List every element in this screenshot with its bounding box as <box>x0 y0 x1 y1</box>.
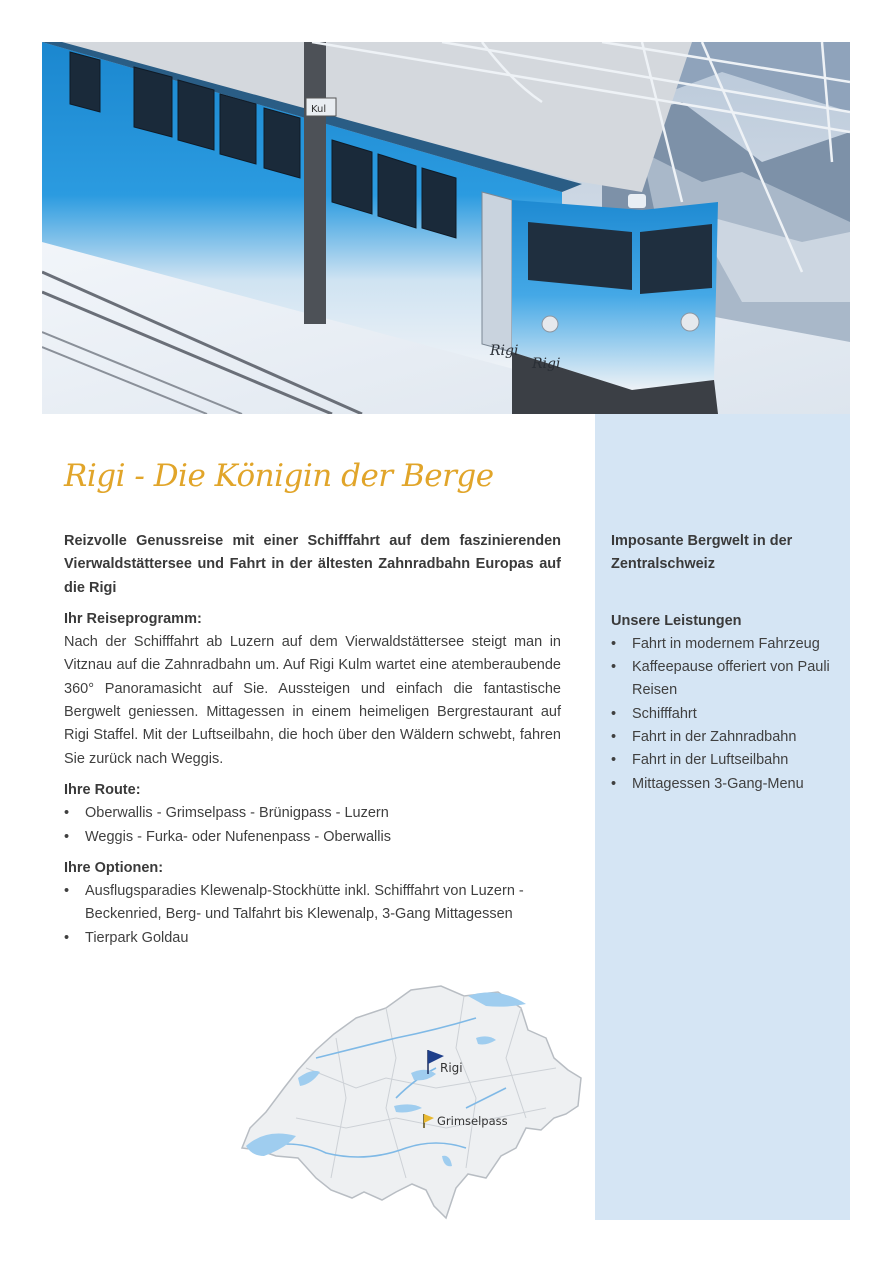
list-item: • Fahrt in der Zahnradbahn <box>611 726 836 749</box>
switzerland-map <box>236 978 586 1224</box>
options-list <box>64 880 561 950</box>
lead-paragraph: Reizvolle Genussreise mit einer Schifffahrt auf dem faszinierenden Vierwaldstättersee und Fahrt in der ältesten Zahnradbahn Europas auf die Rigi <box>64 533 561 596</box>
page-title: Rigi - Die Königin der Berge <box>64 458 494 494</box>
list-item: • Fahrt in der Luftseilbahn <box>611 749 836 772</box>
list-item: • Ausflugsparadies Klewenalp-Stockhütte inkl. Schifffahrt von Luzern - Beckenried, Berg- und Talfahrt bis Klewenalp, 3-Gang Mittagessen <box>64 880 561 927</box>
program-text: Nach der Schifffahrt ab Luzern auf dem Vierwaldstättersee steigt man in Vitznau auf die Zahnradbahn um. Auf Rigi Kulm wartet eine atemberaubende 360° Panoramasicht auf Sie. Aussteigen und einfach die fantastische Bergwelt geniessen. Mittagessen in einem heimeligen Bergrestaurant auf Rigi Staffel. Mit der Luftseilbahn, die hoch über den Wäldern schwebt, fahren Sie zurück nach Weggis. <box>64 634 561 767</box>
list-item: • Kaffeepause offeriert von Pauli Reisen <box>611 656 836 703</box>
main-content <box>64 530 561 958</box>
list-item: • Mittagessen 3-Gang-Menu <box>611 773 836 796</box>
map-label-rigi: Rigi <box>440 1061 463 1075</box>
list-item: • Tierpark Goldau <box>64 927 561 950</box>
program-heading: Ihr Reiseprogramm: <box>64 610 202 627</box>
map-label-grimselpass: Grimselpass <box>437 1114 508 1128</box>
sidebar-tagline: Imposante Bergwelt in der Zentralschweiz <box>611 533 793 573</box>
services-heading: Unsere Leistungen <box>611 612 742 629</box>
route-heading: Ihre Route: <box>64 781 141 798</box>
list-item: • Weggis - Furka- oder Nufenenpass - Oberwallis <box>64 826 561 849</box>
options-heading: Ihre Optionen: <box>64 859 164 876</box>
list-item: • Schifffahrt <box>611 703 836 726</box>
services-list <box>611 633 836 796</box>
list-item: • Fahrt in modernem Fahrzeug <box>611 633 836 656</box>
route-list <box>64 802 561 849</box>
sidebar-content <box>611 530 836 804</box>
train-logo-side: Rigi <box>490 343 519 359</box>
list-item: • Oberwallis - Grimselpass - Brünigpass - Luzern <box>64 802 561 825</box>
train-logo-front: Rigi <box>532 356 561 372</box>
hero-image <box>42 42 850 414</box>
pole-sign: Kul <box>311 104 327 115</box>
